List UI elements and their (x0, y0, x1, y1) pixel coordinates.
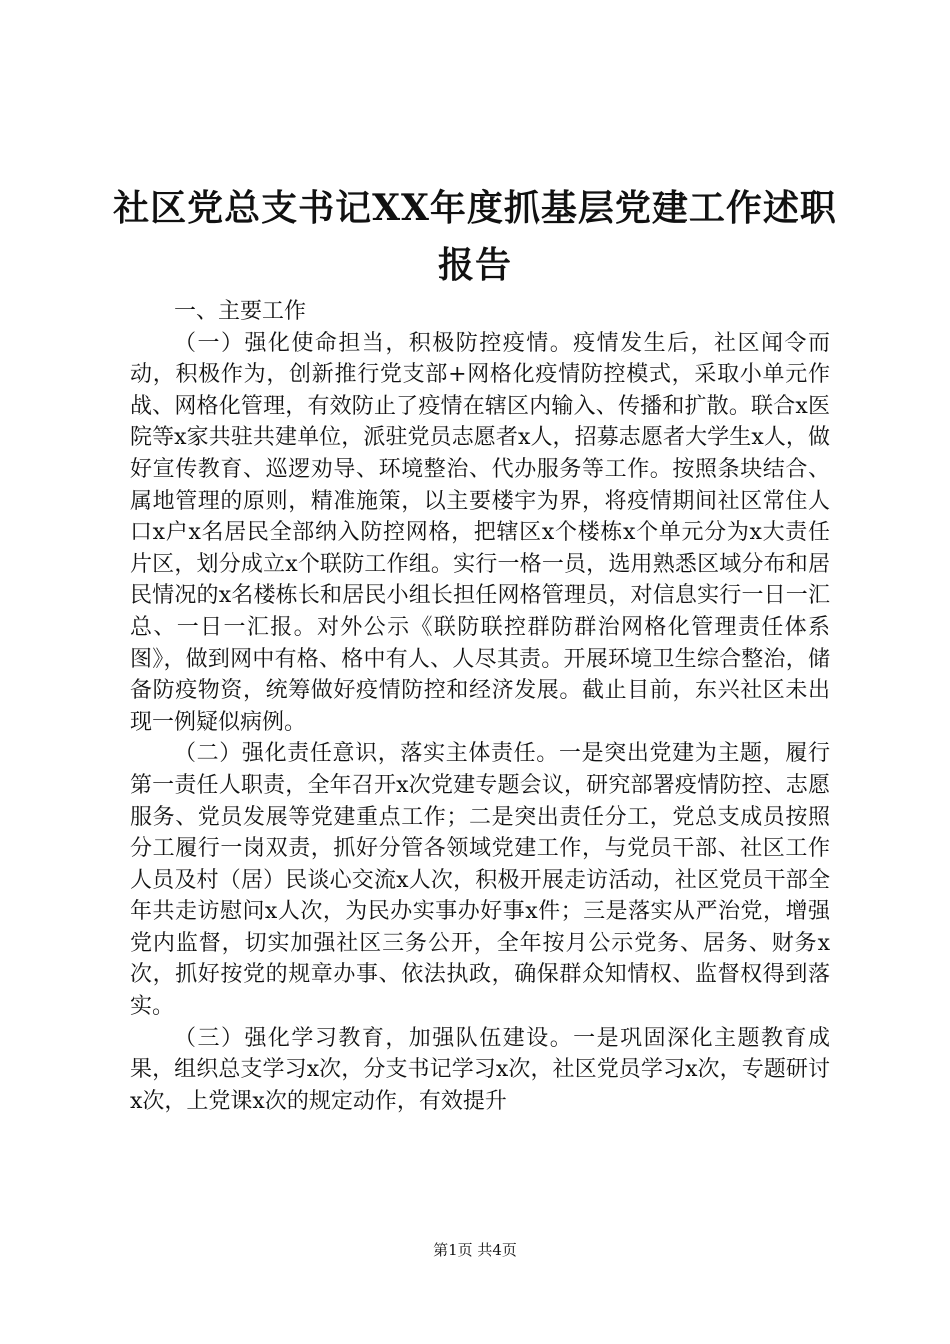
paragraph-responsibility: （二）强化责任意识，落实主体责任。一是突出党建为主题，履行第一责任人职责，全年召开x次党建专题会议，研究部署疫情防控、志愿服务、党员发展等党建重点工作；二是突出责任分工，党总支成员按照分工履行一岗双责，抓好分管各领域党建工作，与党员干部、社区工作人员及村（居）民谈心交流x人次，积极开展走访活动，社区党员干部全年共走访慰问x人次，为民办实事办好事x件；三是落实从严治党，增强党内监督，切实加强社区三务公开，全年按月公示党务、居务、财务x次，抓好按党的规章办事、依法执政，确保群众知情权、监督权得到落实。 (130, 741, 830, 1020)
document-body (130, 296, 830, 1117)
document-title: 社区党总支书记XX年度抓基层党建工作述职 (113, 187, 837, 229)
paragraph-epidemic-control: （一）强化使命担当，积极防控疫情。疫情发生后，社区闻令而动，积极作为，创新推行党支部+网格化疫情防控模式，采取小单元作战、网格化管理，有效防止了疫情在辖区内输入、传播和扩散。联合x医院等x家共驻共建单位，派驻党员志愿者x人，招募志愿者大学生x人，做好宣传教育、巡逻劝导、环境整治、代办服务等工作。按照条块结合、属地管理的原则，精准施策，以主要楼宇为界，将疫情期间社区常住人口x户x名居民全部纳入防控网格，把辖区x个楼栋x个单元分为x大责任片区，划分成立x个联防工作组。实行一格一员，选用熟悉区域分布和居民情况的x名楼栋长和居民小组长担任网格管理员，对信息实行一日一汇总、一日一汇报。对外公示《联防联控群防群治网格化管理责任体系图》，做到网中有格、格中有人、人尽其责。开展环境卫生综合整治，储备防疫物资，统筹做好疫情防控和经济发展。截止目前，东兴社区未出现一例疑似病例。 (130, 330, 830, 735)
section-heading: 一、主要工作 (174, 299, 307, 324)
paragraph-study-education: （三）强化学习教育，加强队伍建设。一是巩固深化主题教育成果，组织总支学习x次，分支书记学习x次，社区党员学习x次，专题研讨x次，上党课x次的规定动作，有效提升 (130, 1025, 830, 1114)
document-title-continued: 报告 (437, 244, 512, 286)
page-number-footer: 第1页 共4页 (433, 1241, 517, 1259)
